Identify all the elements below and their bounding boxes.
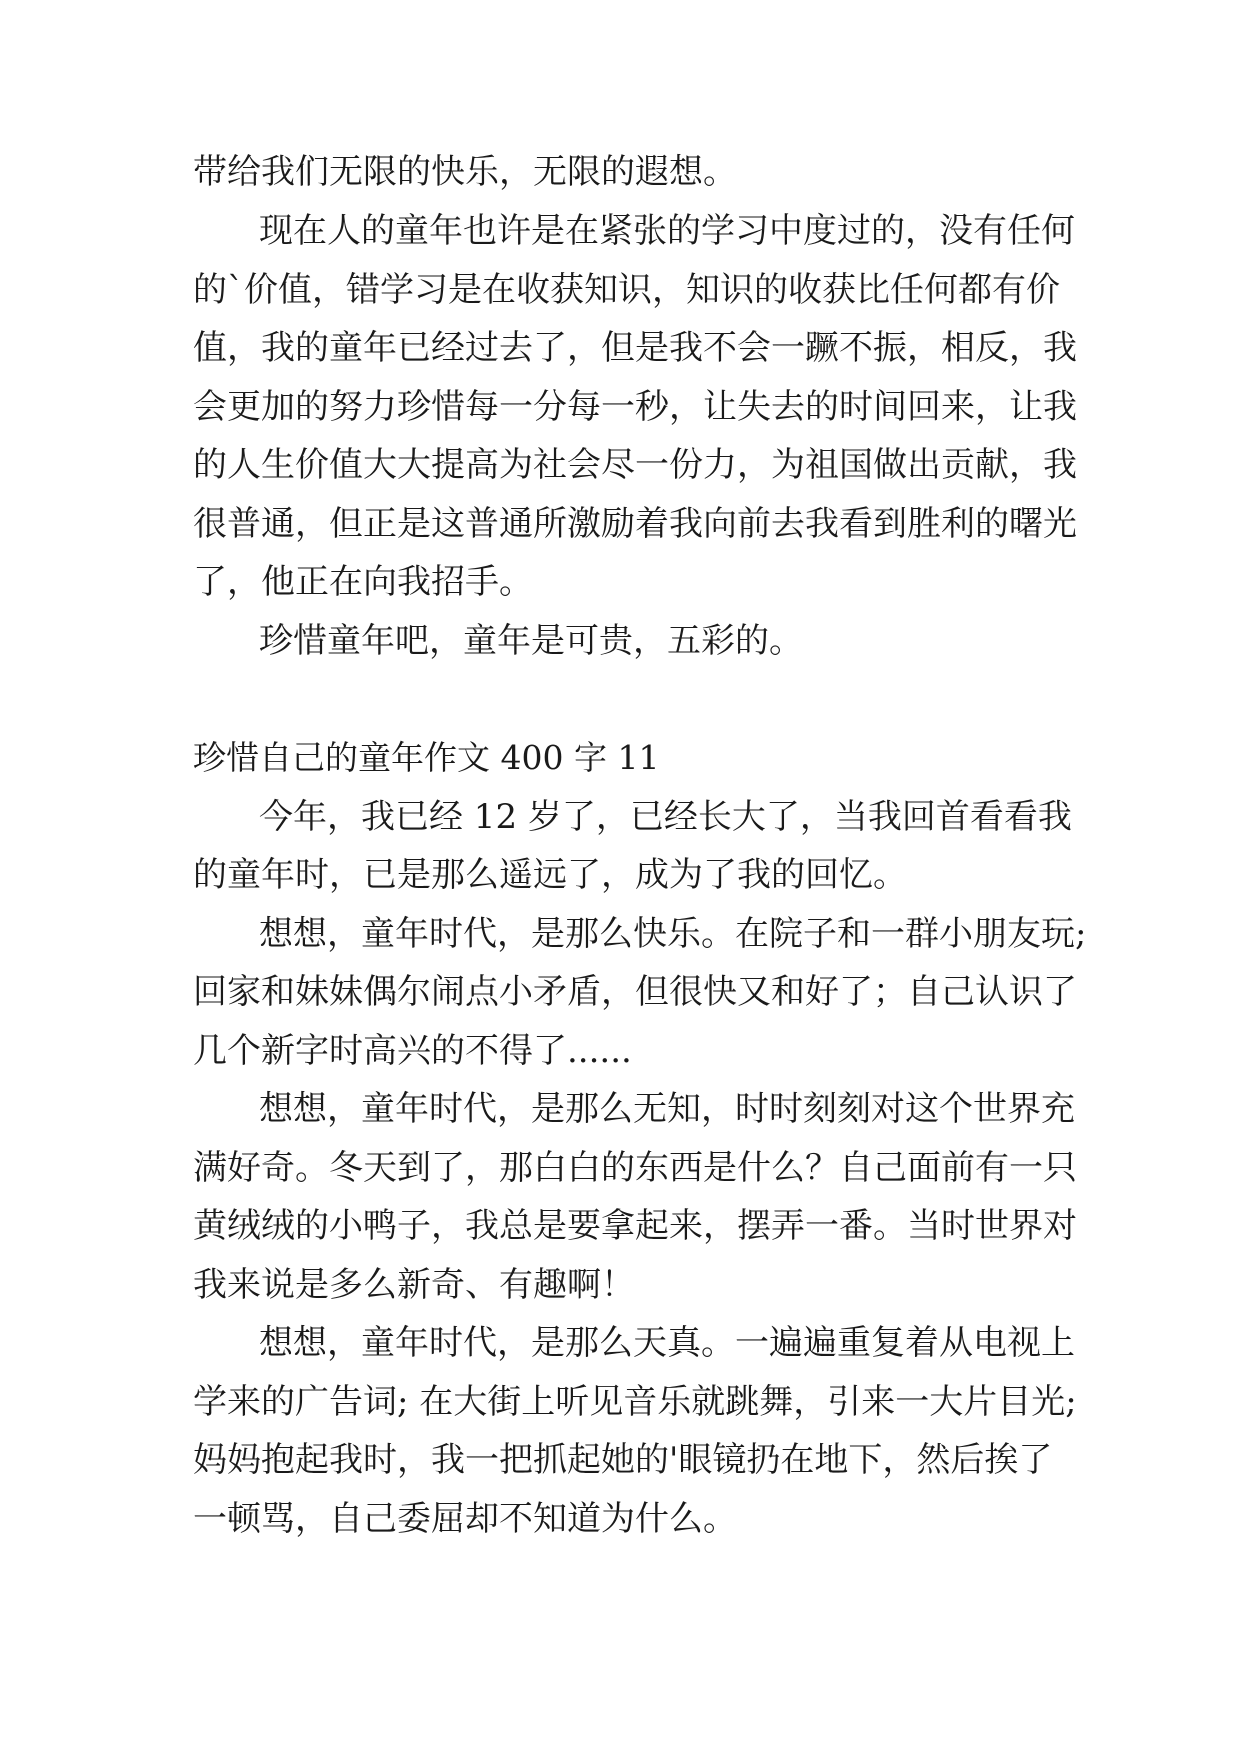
paragraph-line: 我来说是多么新奇、有趣啊！ <box>193 1265 635 1305</box>
paragraph-line: 黄绒绒的小鸭子，我总是要拿起来，摆弄一番。当时世界对 <box>193 1206 1077 1246</box>
paragraph-line: 珍惜童年吧，童年是可贵，五彩的。 <box>259 621 803 661</box>
paragraph-line: 想想，童年时代，是那么无知，时时刻刻对这个世界充 <box>259 1089 1075 1129</box>
paragraph-line: 今年，我已经 12 岁了，已经长大了，当我回首看看我 <box>259 797 1072 837</box>
paragraph-line: 值，我的童年已经过去了，但是我不会一蹶不振，相反，我 <box>193 328 1077 368</box>
paragraph-line: 的人生价值大大提高为社会尽一份力，为祖国做出贡献，我 <box>193 445 1077 485</box>
paragraph-line: 一顿骂，自己委屈却不知道为什么。 <box>193 1499 737 1539</box>
paragraph-line: 的`价值，错学习是在收获知识，知识的收获比任何都有价 <box>193 270 1060 310</box>
paragraph-line: 带给我们无限的快乐，无限的遐想。 <box>193 152 737 192</box>
paragraph-line: 学来的广告词; 在大街上听见音乐就跳舞，引来一大片目光; <box>193 1382 1077 1422</box>
paragraph-line: 回家和妹妹偶尔闹点小矛盾，但很快又和好了；自己认识了 <box>193 972 1077 1012</box>
paragraph-line: 想想，童年时代，是那么天真。一遍遍重复着从电视上 <box>259 1323 1075 1363</box>
section-title: 珍惜自己的童年作文 400 字 11 <box>193 738 660 777</box>
paragraph-line: 现在人的童年也许是在紧张的学习中度过的，没有任何 <box>259 211 1075 251</box>
paragraph-line: 满好奇。冬天到了，那白白的东西是什么？自己面前有一只 <box>193 1148 1077 1188</box>
paragraph-line: 的童年时，已是那么遥远了，成为了我的回忆。 <box>193 855 907 895</box>
paragraph-line: 了，他正在向我招手。 <box>193 562 533 602</box>
paragraph-line: 很普通，但正是这普通所激励着我向前去我看到胜利的曙光 <box>193 504 1077 544</box>
paragraph-line: 妈妈抱起我时，我一把抓起她的'眼镜扔在地下，然后挨了 <box>193 1440 1053 1480</box>
paragraph-line: 会更加的努力珍惜每一分每一秒，让失去的时间回来，让我 <box>193 387 1077 427</box>
paragraph-line: 想想，童年时代，是那么快乐。在院子和一群小朋友玩; <box>259 914 1087 954</box>
paragraph-line: 几个新字时高兴的不得了...... <box>193 1031 632 1071</box>
